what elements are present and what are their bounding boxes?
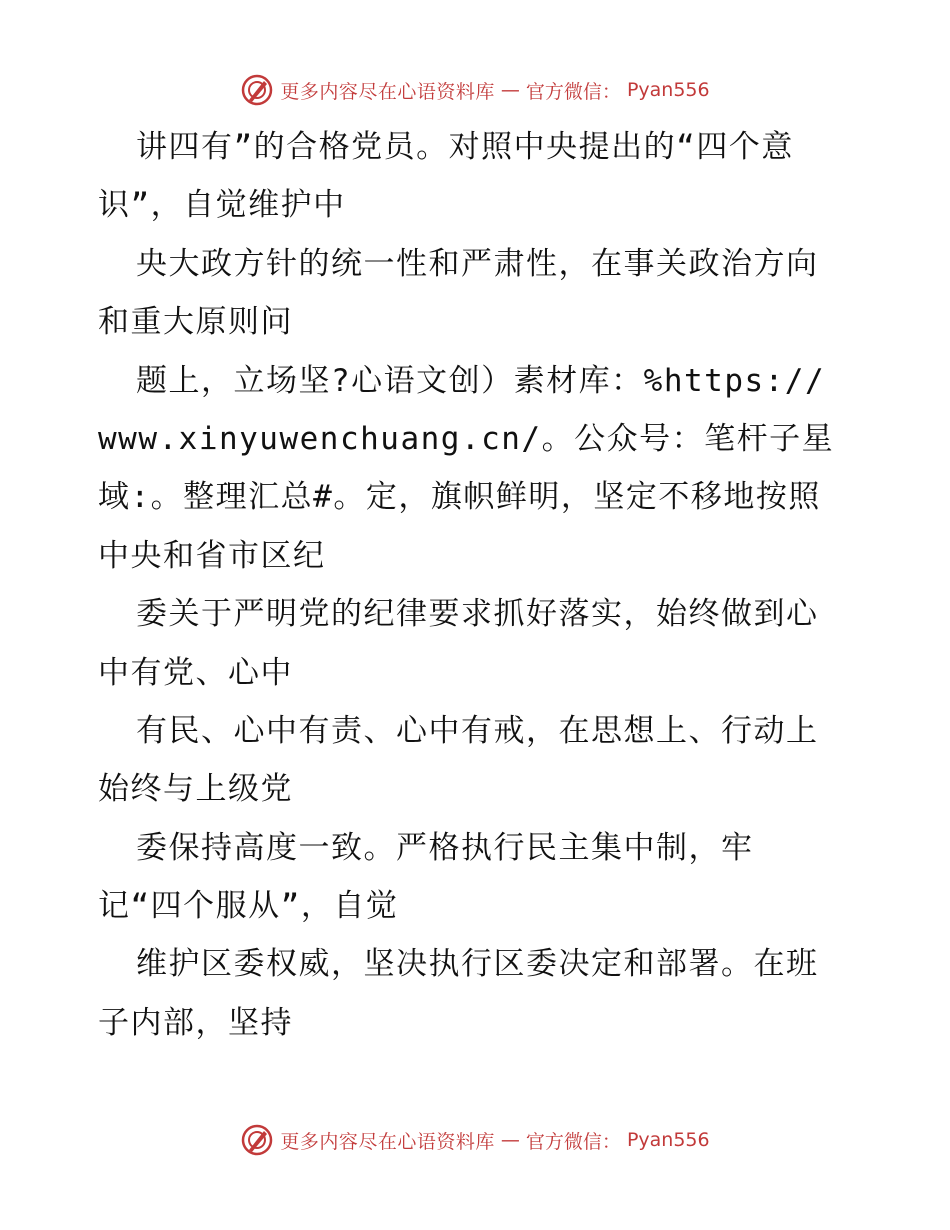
footer-wechat-id: Pyan556 [626,1129,710,1151]
body-line: 中央和省市区纪 [98,537,326,574]
logo-icon [240,73,274,107]
body-line: 记“四个服从”，自觉 [98,888,399,925]
footer-banner [0,1120,950,1160]
body-line: 子内部，坚持 [98,1004,293,1041]
header-wechat-id: Pyan556 [626,79,710,101]
logo-icon [240,1123,274,1157]
header-separator: — [500,79,520,101]
body-line: 讲四有”的合格党员。对照中央提出的“四个意 [136,129,794,165]
footer-separator: — [500,1129,520,1151]
body-line: 和重大原则问 [98,304,293,341]
body-line: 题上，立场坚?心语文创）素材库：%https:// [136,362,826,399]
document-body [98,118,858,1052]
body-line: 域:。整理汇总#。定，旗帜鲜明，坚定不移地按照 [98,479,821,516]
body-line: www.xinyuwenchuang.cn/。公众号：笔杆子星 [98,420,835,457]
body-line: 识”，自觉维护中 [98,187,346,224]
body-line: 委关于严明党的纪律要求抓好落实，始终做到心 [136,596,819,633]
header-slogan: 更多内容尽在心语资料库 [280,80,495,103]
header-wechat-label: 官方微信： [525,80,621,103]
footer-wechat-label: 官方微信： [525,1130,621,1153]
body-line: 中有党、心中 [98,654,293,691]
body-line: 委保持高度一致。严格执行民主集中制，牢 [136,829,754,866]
body-line: 有民、心中有责、心中有戒，在思想上、行动上 [136,712,819,749]
header-banner [0,70,950,110]
footer-slogan: 更多内容尽在心语资料库 [280,1130,495,1153]
body-line: 央大政方针的统一性和严肃性，在事关政治方向 [136,245,819,282]
body-line: 始终与上级党 [98,771,293,808]
body-line: 维护区委权威，坚决执行区委决定和部署。在班 [136,946,819,983]
